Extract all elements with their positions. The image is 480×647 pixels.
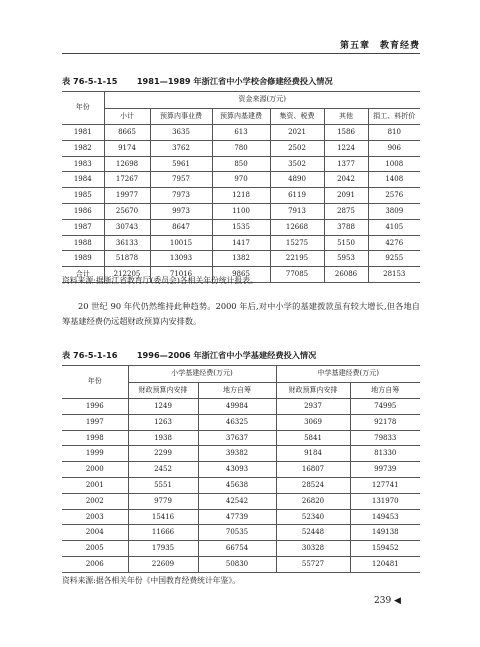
value-cell: 7973 [150,188,212,204]
table-row [62,251,420,267]
value-cell: 149453 [350,509,420,525]
value-cell: 70535 [198,525,276,541]
value-cell: 850 [212,156,270,172]
table2-col-header: 地方自筹 [350,382,420,399]
table1-caption [62,76,420,87]
value-cell: 4276 [368,235,420,251]
value-cell: 10015 [150,235,212,251]
value-cell: 79833 [350,430,420,446]
value-cell: 28153 [368,267,420,283]
value-cell: 13093 [150,251,212,267]
row-label-cell: 1981 [62,125,104,141]
value-cell: 22195 [270,251,324,267]
value-cell: 5150 [324,235,368,251]
row-label-cell: 1982 [62,140,104,156]
row-label-cell: 2004 [62,525,128,541]
table1-col-header: 捐工、料折价 [368,108,420,125]
value-cell: 1535 [212,219,270,235]
table1-col-header: 预算内基建费 [212,108,270,125]
row-label-cell: 2000 [62,462,128,478]
table-row [62,493,420,509]
value-cell: 99739 [350,462,420,478]
value-cell: 77085 [270,267,324,283]
table1-body [62,125,420,283]
table1-col-header: 小计 [104,108,150,125]
value-cell: 906 [368,140,420,156]
value-cell: 50830 [198,556,276,572]
header-rule [62,53,420,54]
value-cell: 55727 [276,556,350,572]
value-cell: 43093 [198,462,276,478]
value-cell: 7913 [270,203,324,219]
value-cell: 9255 [368,251,420,267]
table-row [62,140,420,156]
row-label-cell: 1986 [62,203,104,219]
running-head: 第五章 教育经费 [339,41,420,51]
row-label-cell: 1985 [62,188,104,204]
value-cell: 71016 [150,267,212,283]
value-cell: 8647 [150,219,212,235]
table-row [62,509,420,525]
table-row [62,462,420,478]
value-cell: 37637 [198,430,276,446]
value-cell: 46325 [198,414,276,430]
value-cell: 30743 [104,219,150,235]
value-cell: 1408 [368,172,420,188]
table2-col-header: 财政预算内安排 [128,382,198,399]
value-cell: 2502 [270,140,324,156]
value-cell: 30328 [276,541,350,557]
row-label-cell: 2001 [62,477,128,493]
table-row [62,156,420,172]
value-cell: 8665 [104,125,150,141]
table2-group-middle: 中学基建经费(万元) [276,366,420,383]
table-row [62,446,420,462]
value-cell: 120481 [350,556,420,572]
value-cell: 22609 [128,556,198,572]
value-cell: 74995 [350,399,420,415]
row-label-cell: 1987 [62,219,104,235]
table1-number: 表 76-5-1-15 [62,76,118,86]
value-cell: 52448 [276,525,350,541]
table-row [62,235,420,251]
table2-year-header: 年份 [62,366,128,399]
table2-source-note: 资料来源:据各相关年份《中国教育经费统计年鉴》。 [62,576,241,585]
table-row [62,525,420,541]
value-cell: 52340 [276,509,350,525]
row-label-cell: 1998 [62,430,128,446]
value-cell: 6119 [270,188,324,204]
value-cell: 17267 [104,172,150,188]
value-cell: 19977 [104,188,150,204]
value-cell: 26820 [276,493,350,509]
value-cell: 47739 [198,509,276,525]
value-cell: 9865 [212,267,270,283]
table-row [62,172,420,188]
table-row [62,430,420,446]
value-cell: 36133 [104,235,150,251]
value-cell: 1938 [128,430,198,446]
table2-col-header: 财政预算内安排 [276,382,350,399]
value-cell: 3788 [324,219,368,235]
value-cell: 127741 [350,477,420,493]
value-cell: 3809 [368,203,420,219]
value-cell: 9779 [128,493,198,509]
value-cell: 49984 [198,399,276,415]
table-row [62,414,420,430]
row-label-cell: 2002 [62,493,128,509]
value-cell: 26086 [324,267,368,283]
value-cell: 2299 [128,446,198,462]
table1-year-header: 年份 [62,92,104,125]
value-cell: 2576 [368,188,420,204]
value-cell: 3502 [270,156,324,172]
value-cell: 3635 [150,125,212,141]
row-label-cell: 1999 [62,446,128,462]
value-cell: 131970 [350,493,420,509]
value-cell: 1224 [324,140,368,156]
table-row [62,556,420,572]
value-cell: 1100 [212,203,270,219]
value-cell: 1218 [212,188,270,204]
value-cell: 17935 [128,541,198,557]
value-cell: 1586 [324,125,368,141]
table2-number: 表 76-5-1-16 [62,350,118,360]
table2-col-header: 地方自筹 [198,382,276,399]
body-paragraph: 20 世纪 90 年代仍然维持此种趋势。2000 年后,对中小学的基建拨款虽有较大增长,但各地自筹基建经费仍远超财政预算内安排数。 [62,301,420,326]
row-label-cell: 1989 [62,251,104,267]
value-cell: 28524 [276,477,350,493]
value-cell: 9174 [104,140,150,156]
value-cell: 1008 [368,156,420,172]
value-cell: 970 [212,172,270,188]
row-label-cell: 1983 [62,156,104,172]
row-label-cell: 1997 [62,414,128,430]
value-cell: 2937 [276,399,350,415]
value-cell: 45638 [198,477,276,493]
value-cell: 39382 [198,446,276,462]
table1-col-header: 集资、税费 [270,108,324,125]
value-cell: 12698 [104,156,150,172]
value-cell: 5961 [150,156,212,172]
value-cell: 1377 [324,156,368,172]
table1-col-header: 其他 [324,108,368,125]
value-cell: 1263 [128,414,198,430]
value-cell: 1249 [128,399,198,415]
page-number: 239 ◀ [374,596,401,606]
value-cell: 5551 [128,477,198,493]
value-cell: 3069 [276,414,350,430]
table-row [62,203,420,219]
table-row [62,125,420,141]
value-cell: 4105 [368,219,420,235]
value-cell: 66754 [198,541,276,557]
table1-group-header: 资金来源(万元) [104,92,420,109]
value-cell: 2452 [128,462,198,478]
row-label-cell: 1996 [62,399,128,415]
table2-body [62,399,420,573]
value-cell: 9184 [276,446,350,462]
value-cell: 15416 [128,509,198,525]
table1 [62,91,420,283]
table-row [62,188,420,204]
row-label-cell: 2006 [62,556,128,572]
value-cell: 159452 [350,541,420,557]
table1-title: 1981—1989 年浙江省中小学校舍修建经费投入情况 [136,76,333,86]
value-cell: 810 [368,125,420,141]
value-cell: 1417 [212,235,270,251]
table2-caption [62,350,420,361]
value-cell: 92178 [350,414,420,430]
value-cell: 5841 [276,430,350,446]
value-cell: 2091 [324,188,368,204]
value-cell: 4890 [270,172,324,188]
value-cell: 780 [212,140,270,156]
row-label-cell: 1988 [62,235,104,251]
table1-source-note: 资料来源:据浙江省教育厅(委员会)各相关年份统计报表。 [62,276,258,285]
value-cell: 2042 [324,172,368,188]
value-cell: 5953 [324,251,368,267]
table-row [62,541,420,557]
row-label-cell: 合计 [62,267,104,283]
value-cell: 42542 [198,493,276,509]
table2 [62,365,420,573]
value-cell: 51878 [104,251,150,267]
table-row [62,477,420,493]
value-cell: 81330 [350,446,420,462]
value-cell: 2021 [270,125,324,141]
table-row [62,399,420,415]
table2-title: 1996—2006 年浙江省中小学基建经费投入情况 [136,350,317,360]
value-cell: 613 [212,125,270,141]
table-row [62,219,420,235]
value-cell: 25670 [104,203,150,219]
value-cell: 16807 [276,462,350,478]
value-cell: 7957 [150,172,212,188]
table2-group-primary: 小学基建经费(万元) [128,366,276,383]
value-cell: 212205 [104,267,150,283]
row-label-cell: 2003 [62,509,128,525]
value-cell: 2875 [324,203,368,219]
value-cell: 11666 [128,525,198,541]
value-cell: 1382 [212,251,270,267]
value-cell: 9973 [150,203,212,219]
table1-col-header: 预算内事业费 [150,108,212,125]
value-cell: 15275 [270,235,324,251]
value-cell: 3762 [150,140,212,156]
value-cell: 12668 [270,219,324,235]
row-label-cell: 1984 [62,172,104,188]
row-label-cell: 2005 [62,541,128,557]
value-cell: 149138 [350,525,420,541]
